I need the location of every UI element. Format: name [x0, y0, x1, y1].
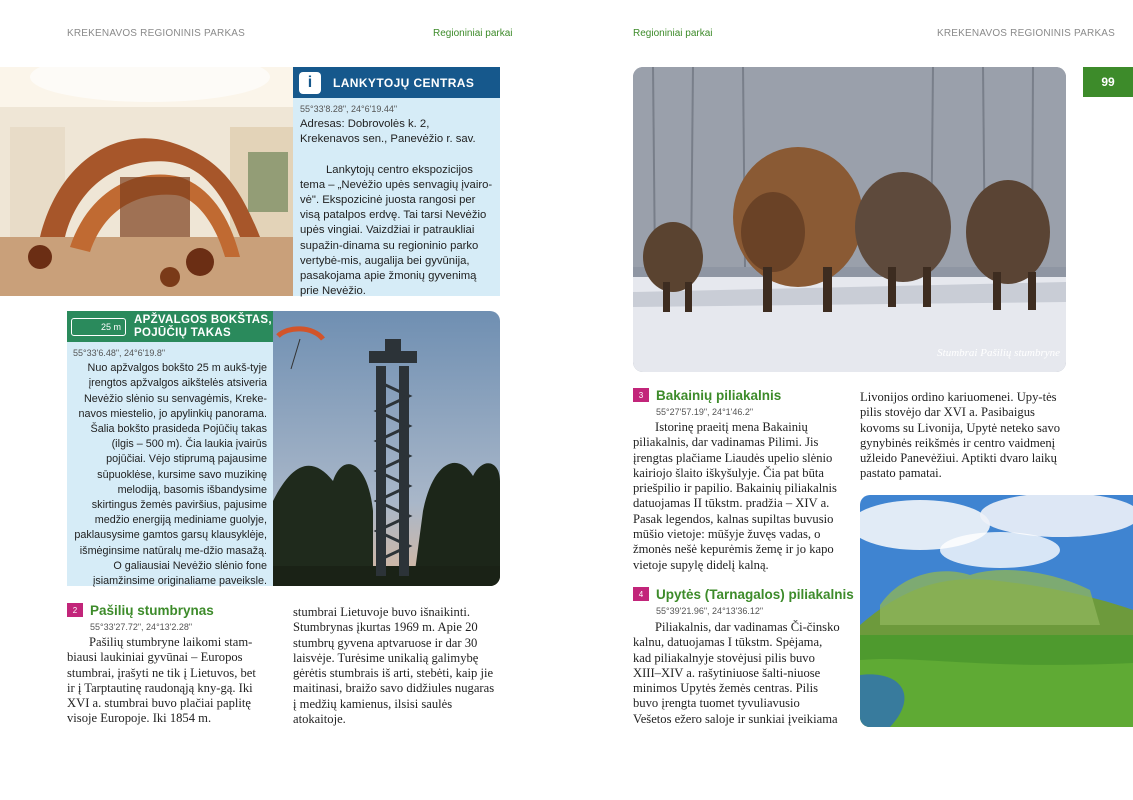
visitor-center-address-2: Krekenavos sen., Panevėžio r. sav. [300, 133, 476, 146]
tower-header [67, 311, 273, 342]
page-number-right: 99 [1083, 67, 1133, 97]
tower-height-icon [71, 318, 126, 336]
running-header-left: KREKENAVOS REGIONINIS PARKAS [67, 28, 246, 39]
bison-photo [633, 67, 1066, 372]
visitor-center-address-1: Adresas: Dobrovolės k. 2, [300, 118, 430, 131]
tower-text: Nuo apžvalgos bokšto 25 m aukš-tyje įrengtos apžvalgos aikštelės atsiveria Nevėžio slėnio su senvagėmis, Kreke-navos miestelio, jo apylinkių panorama. Šalia bokšto prasideda Pojūčių takas (ilgis – 500 m). Čia laukia įvairūs pojūčiai. Vėjo stiprumą pajausime sūpuoklėse, kursime savo muzikinę melodiją, basomis išbandysime skirtingus žemės paviršius, pajusime medžio energiją mediniame guolyje, paklausysime gamtos garsų klausyklėje, išmėginsime natūralų me-džio masažą. O galiausiai Nevėžio slėnio fone įsiamžinsime originaliame paveiksle. [74, 362, 267, 588]
section-4-text: Piliakalnis, dar vadinamas Či-činsko kalnu, datuojamas I tūkstm. Spėjama, kad piliakalnyje stovėjusi pilis buvo XIII–XIV a. rašytiniuose šalti-niuose minimos Upytės žemės centras. Pilis buvo įrengta tuomet tyvuliavusio Vešetos ežero saloje ir sunkiai įveikiama [633, 620, 840, 726]
tower-title-line1: APŽVALGOS BOKŠTAS, [134, 313, 272, 326]
section-2-title: Pašilių stumbrynas [90, 603, 214, 618]
tower-height-label: 25 m [100, 321, 121, 332]
running-header-right: KREKENAVOS REGIONINIS PARKAS [937, 28, 1116, 39]
section-3-number: 3 [633, 388, 649, 402]
hillfort-landscape-photo [860, 495, 1133, 727]
section-4-body [633, 620, 840, 727]
section-2-coords: 55°33'27.72", 24°13'2.28" [90, 622, 193, 632]
right-column-text: Livonijos ordino kariuomenei. Upy-tės pilis stovėjo dar XVI a. Pasibaigus kovoms su Livonija, Upytė neteko savo gynybinės reikšmės ir centro vaidmenį užleido Panevėžiui. Aptikti dvaro laikų pastato pamatai. [860, 390, 1061, 481]
section-2-col2: stumbrai Lietuvoje buvo išnaikinti. Stumbrynas įkurtas 1969 m. Apie 20 stumbrų gyvena aptvaruose ir dar 30 laisvėje. Turėsime unikalią galimybę gėrėtis stumbrais iš arti, stebėti, kaip jie maitinasi, braižo savo didžiules nugaras į medžių kamienus, ilsisi saulės atokaitoje. [293, 605, 495, 727]
info-icon: i [299, 72, 321, 94]
visitor-center-text: Lankytojų centro ekspozicijos tema – „Nevėžio upės senvagių įvairo-vė". Ekspozicinė juosta rangosi per visą patalpos erdvę. Tai tarsi Nevėžio upės vingiai. Vaizdžiai ir patraukliai supažin-dinama su regioninio parko vertybė-mis, augalija bei gyvūnija, pasakojama apie žmonių gyvenimą prie Nevėžio. [300, 163, 493, 298]
visitor-center-title: LANKYTOJŲ CENTRAS [333, 75, 475, 90]
section-3-coords: 55°27'57.19", 24°1'46.2" [656, 407, 754, 417]
visitor-center-header [293, 67, 500, 98]
observation-tower-photo [273, 311, 500, 586]
section-header-left: Regioniniai parkai [433, 28, 513, 39]
visitor-center-box [293, 67, 500, 296]
section-4-coords: 55°39'21.96", 24°13'36.12" [656, 606, 764, 616]
section-2-col1-text: Pašilių stumbryne laikomi stam-biausi laukiniai gyvūnai – Europos stumbrai, įrašyti ne tik į Lietuvos, bet ir į Tarptautinę raudonąją kny-gą. Iki XVI a. stumbrai buvo plačiai paplitę visoje Europoje. Iki 1854 m. [67, 635, 256, 726]
section-4-title: Upytės (Tarnagalos) piliakalnis [656, 587, 854, 602]
section-header-right: Regioniniai parkai [633, 28, 713, 39]
section-4-number: 4 [633, 587, 649, 601]
section-3-text: Istorinę praeitį mena Bakainių piliakalnis, dar vadinamas Pilimi. Jis įrengtas plačiame Liaudės upelio slėnio kairiojo šlaito iškyšulyje. Čia pat būta priešpilio ir papilio. Bakainių piliakalnis datuojamas II tūkstm. pradžia – XIV a. Pasak legendos, kalnas supiltas buvusio mūšio vietoje: mūšyje žuvęs vadas, o žmonės nešė kepurėmis žemę ir jo kapo vietoje supylę didelį kalną. [633, 420, 837, 572]
tower-coords: 55°33'6.48", 24°6'19.8" [73, 348, 166, 358]
bison-photo-caption: Stumbrai Pašilių stumbryne [937, 347, 1060, 359]
section-2-number: 2 [67, 603, 83, 617]
section-3-body [633, 420, 840, 573]
tower-box [67, 311, 273, 586]
tower-title-line2: POJŪČIŲ TAKAS [134, 326, 231, 339]
section-2-col1 [67, 635, 265, 727]
section-3-title: Bakainių piliakalnis [656, 388, 782, 403]
visitor-center-coords: 55°33'8.28", 24°6'19.44" [300, 104, 398, 114]
museum-interior-photo [0, 67, 293, 296]
